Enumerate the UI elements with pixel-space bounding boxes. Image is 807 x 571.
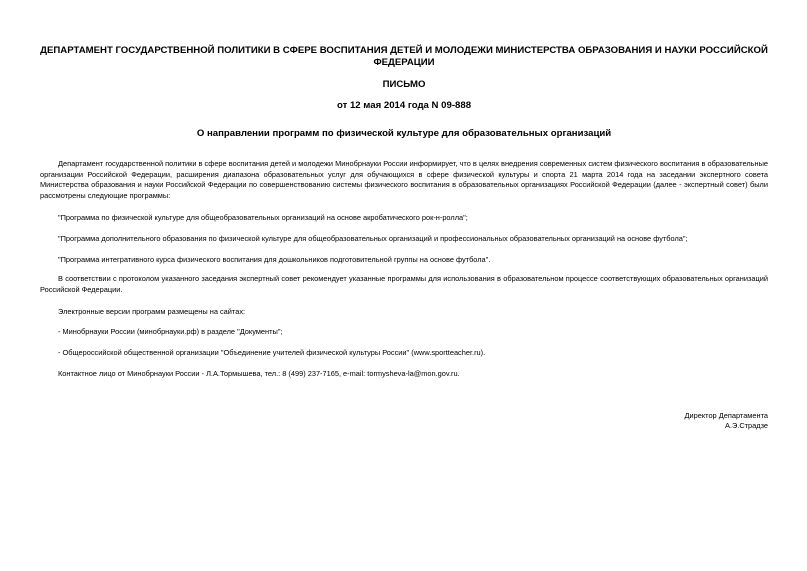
document-page <box>40 0 768 571</box>
contact-paragraph: Контактное лицо от Минобрнауки России - Л.А.Тормышева, тел.: 8 (499) 237-7165, e-mail: tormysheva-la@mon.gov.ru. <box>58 369 460 378</box>
department-heading: ДЕПАРТАМЕНТ ГОСУДАРСТВЕННОЙ ПОЛИТИКИ В СФЕРЕ ВОСПИТАНИЯ ДЕТЕЙ И МОЛОДЕЖИ МИНИСТЕРСТВА ОБРАЗОВАНИЯ И НАУКИ РОССИЙСКОЙ ФЕДЕРАЦИИ <box>40 45 768 68</box>
signatory-title: Директор Департамента <box>684 411 768 420</box>
signatory-name: А.Э.Страдзе <box>724 421 768 430</box>
site-item: - Минобрнауки России (минобрнауки.рф) в разделе "Документы"; <box>58 327 283 336</box>
document-subject: О направлении программ по физической культуре для образовательных организаций <box>196 128 612 139</box>
program-item: "Программа дополнительного образования по физической культуре для общеобразовательных организаций и профессиональных образовательных организаций на основе футбола"; <box>58 234 688 243</box>
electronic-versions-intro: Электронные версии программ размещены на сайтах: <box>58 307 246 316</box>
intro-paragraph: Департамент государственной политики в сфере воспитания детей и молодежи Минобрнауки России информирует, что в целях внедрения современных систем физического воспитания в образовательные организации Российской Федерации, расширения диапазона образовательных услуг для обучающихся в сфере физической культуры и спорта 21 марта 2014 года на заседании экспертного совета Министерства образования и науки Российской Федерации по совершенствованию системы физического воспитания в образовательных организациях Российской Федерации (далее - экспертный совет) были рассмотрены следующие программы: <box>40 159 768 200</box>
program-item: "Программа интегративного курса физического воспитания для дошкольников подготовительной группы на основе футбола". <box>58 255 491 264</box>
document-type: ПИСЬМО <box>382 79 426 90</box>
site-item: - Общероссийской общественной организации "Объединение учителей физической культуры России" (www.sportteacher.ru). <box>58 348 486 357</box>
document-date-number: от 12 мая 2014 года N 09-888 <box>336 100 472 111</box>
recommendation-paragraph: В соответствии с протоколом указанного заседания экспертный совет рекомендует указанные программы для использования в образовательном процессе соответствующих образовательных организаций Российской Федерации. <box>40 274 768 294</box>
program-item: "Программа по физической культуре для общеобразовательных организаций на основе акробатического рок-н-ролла"; <box>58 213 468 222</box>
